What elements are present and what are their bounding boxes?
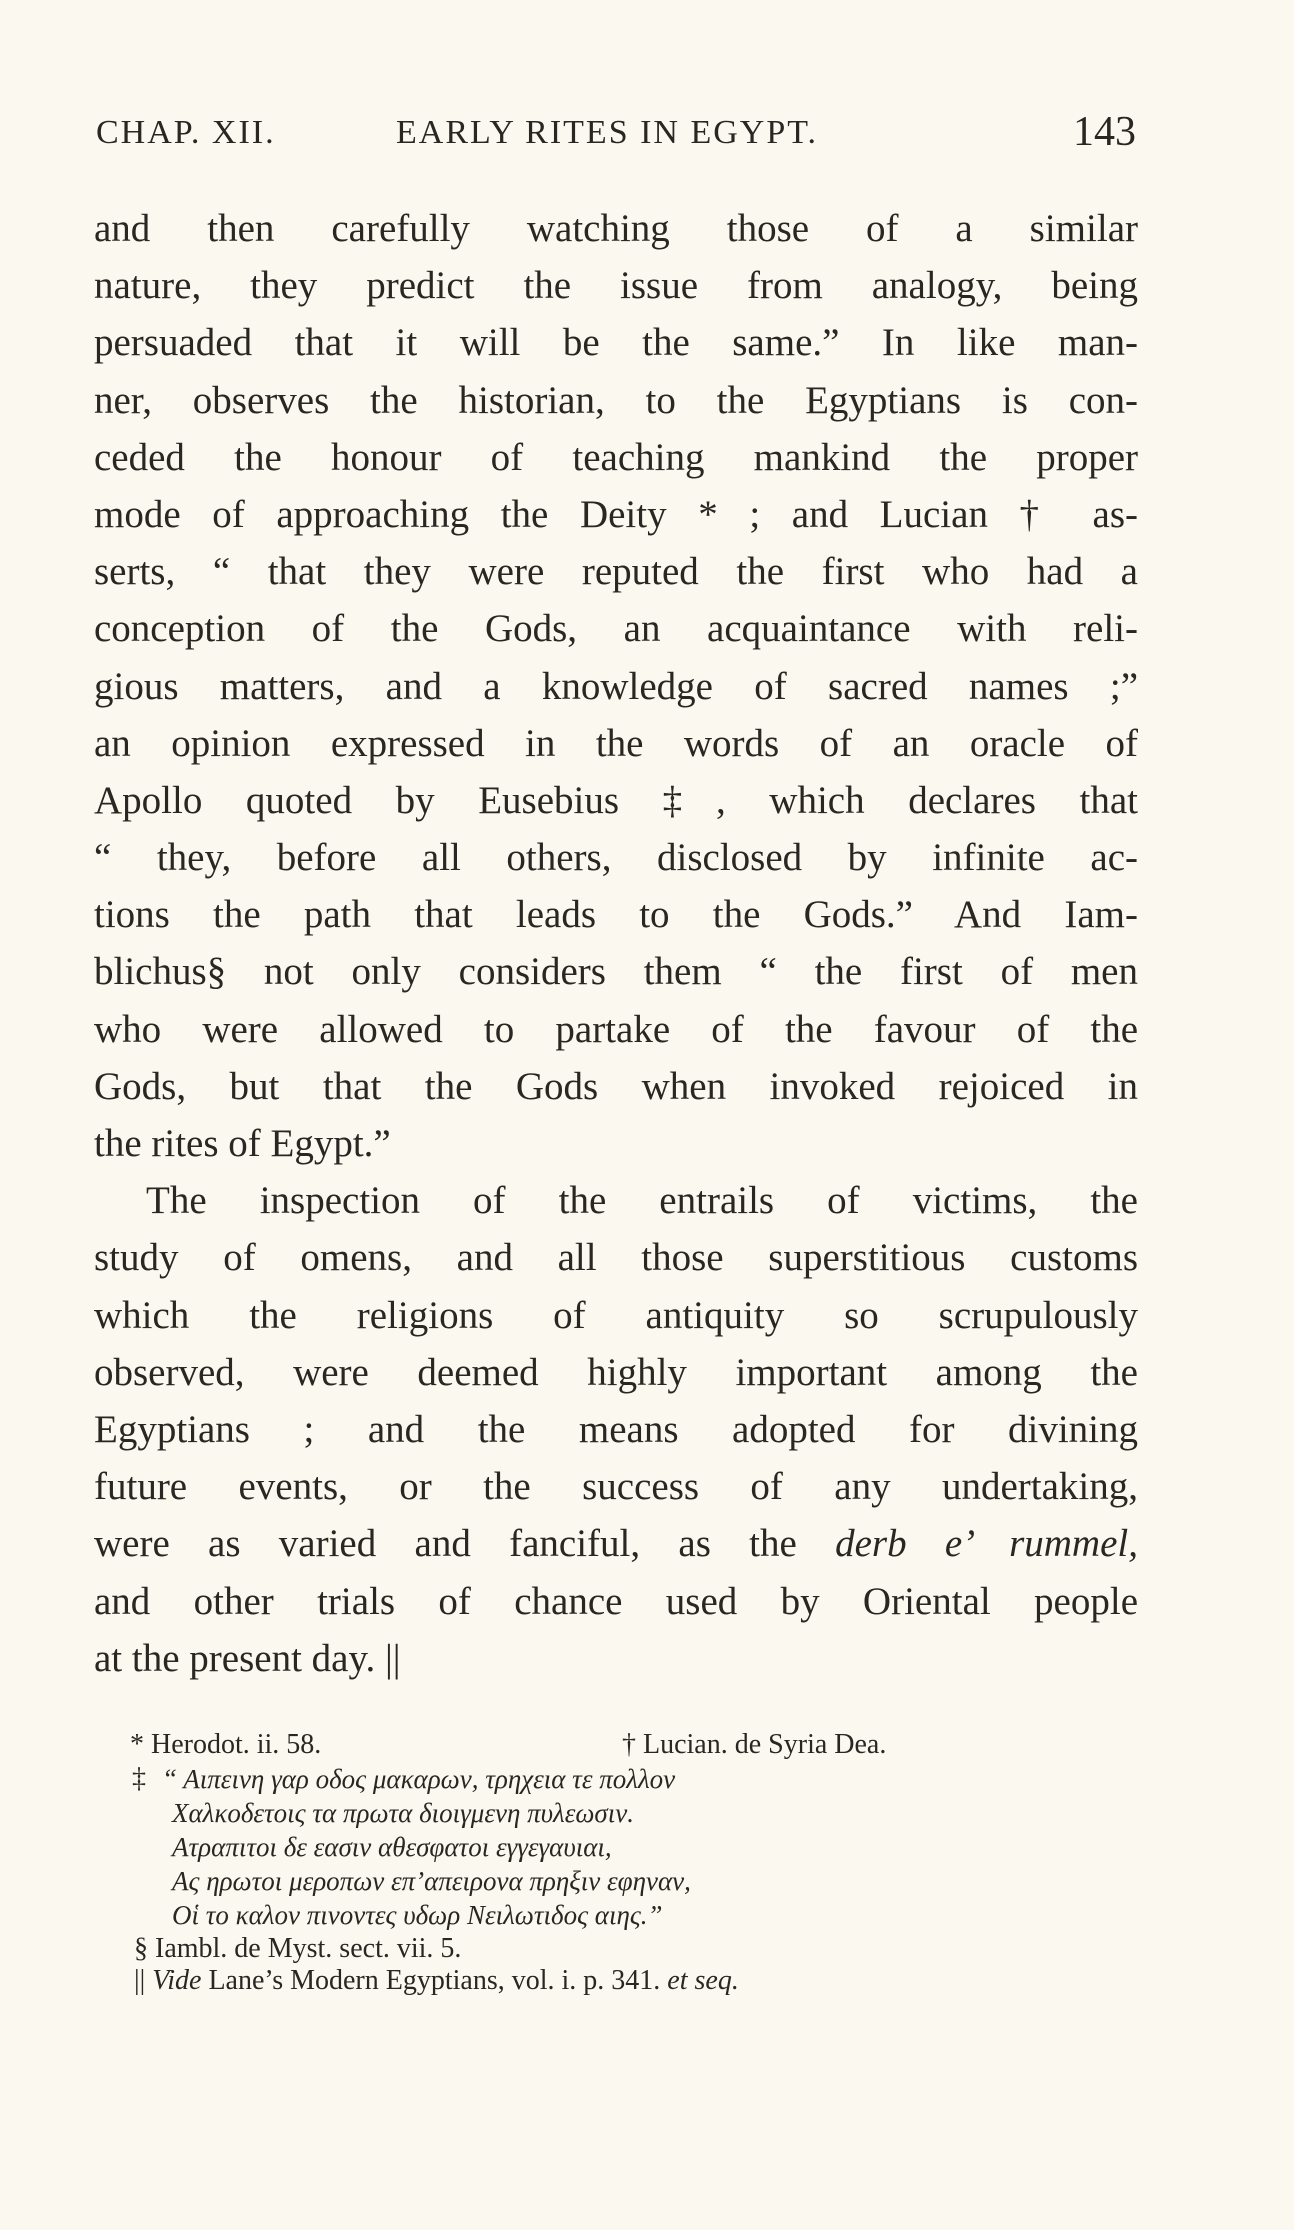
text-line: nature, they predict the issue from analogy, being — [94, 264, 1138, 308]
text-line: which the religions of antiquity so scrupulously — [94, 1293, 1138, 1337]
text-line: conception of the Gods, an acquaintance with reli- — [94, 607, 1138, 651]
text-line: tions the path that leads to the Gods.” And Iam- — [94, 893, 1138, 937]
text-line: serts, “ that they were reputed the first who had a — [94, 550, 1138, 594]
footnote-herodotus: * Herodot. ii. 58. — [130, 1729, 322, 1760]
text-line: gious matters, and a knowledge of sacred names ;” — [94, 664, 1138, 708]
text-line: mode of approaching the Deity * ; and Lucian † as- — [94, 492, 1138, 536]
footnote-iamblichus: § Iambl. de Myst. sect. vii. 5. — [134, 1933, 462, 1964]
italic-word: et seq. — [667, 1965, 739, 1996]
greek-verse-line: Οἱ το καλον πινοντες υδωρ Νειλωτιδος αιης.” — [172, 1900, 663, 1930]
italic-term: derb e’ rummel, — [835, 1522, 1138, 1566]
text-line: The inspection of the entrails of victims, the — [146, 1179, 1138, 1223]
text-line: the rites of Egypt.” — [94, 1122, 391, 1165]
chapter-title: EARLY RITES IN EGYPT. — [396, 114, 819, 151]
text-line: observed, were deemed highly important among the — [94, 1350, 1138, 1394]
text-line: persuaded that it will be the same.” In like man- — [94, 321, 1138, 365]
text-line: ceded the honour of teaching mankind the proper — [94, 435, 1138, 479]
text-line: an opinion expressed in the words of an oracle of — [94, 721, 1138, 765]
chapter-label: CHAP. XII. — [96, 114, 276, 151]
text-line: ner, observes the historian, to the Egyptians is con- — [94, 378, 1138, 422]
text-line: blichus§ not only considers them “ the first of men — [94, 950, 1138, 994]
footnote-mark-dagger: ‡ — [132, 1763, 146, 1794]
text-line: and then carefully watching those of a similar — [94, 207, 1138, 250]
text-line: at the present day. || — [94, 1636, 401, 1680]
text-line: future events, or the success of any undertaking, — [94, 1465, 1138, 1509]
footnote-text: Lane’s Modern Egyptians, vol. i. p. 341. — [201, 1965, 668, 1996]
text-line — [94, 1515, 1138, 1572]
text-line: and other trials of chance used by Oriental people — [94, 1579, 1138, 1623]
footnote-lane — [134, 1964, 739, 1998]
running-head — [96, 108, 1136, 158]
text-line: who were allowed to partake of the favour of the — [94, 1007, 1138, 1051]
body-text — [94, 200, 1138, 1687]
greek-verse-line: Ατραπιτοι δε εασιν αθεσφατοι εγγεγαυιαι, — [172, 1832, 612, 1862]
page-number: 143 — [1073, 109, 1136, 155]
text-line: Egyptians ; and the means adopted for divining — [94, 1407, 1138, 1451]
text-line: Gods, but that the Gods when invoked rejoiced in — [94, 1064, 1138, 1108]
text-line: study of omens, and all those superstitious customs — [94, 1236, 1138, 1280]
greek-verse-line: Ας ηρωτοι μεροπων επ’απειρονα πρηξιν εφηναν, — [172, 1866, 691, 1896]
footnote-lucian: † Lucian. de Syria Dea. — [622, 1729, 887, 1760]
text-line: “ they, before all others, disclosed by infinite ac- — [94, 836, 1138, 880]
greek-verse-line: Χαλκοδετοις τα πρωτα διοιγμενη πυλεωσιν. — [172, 1798, 634, 1828]
text-line: Apollo quoted by Eusebius ‡, which declares that — [94, 778, 1138, 822]
footnote-mark: || — [134, 1965, 146, 1996]
italic-word: Vide — [152, 1965, 202, 1996]
text-segment: were as varied and fanciful, as the — [94, 1522, 836, 1566]
greek-verse-line: “ Αιπεινη γαρ οδος μακαρων, τρηχεια τε πολλον — [162, 1764, 676, 1794]
